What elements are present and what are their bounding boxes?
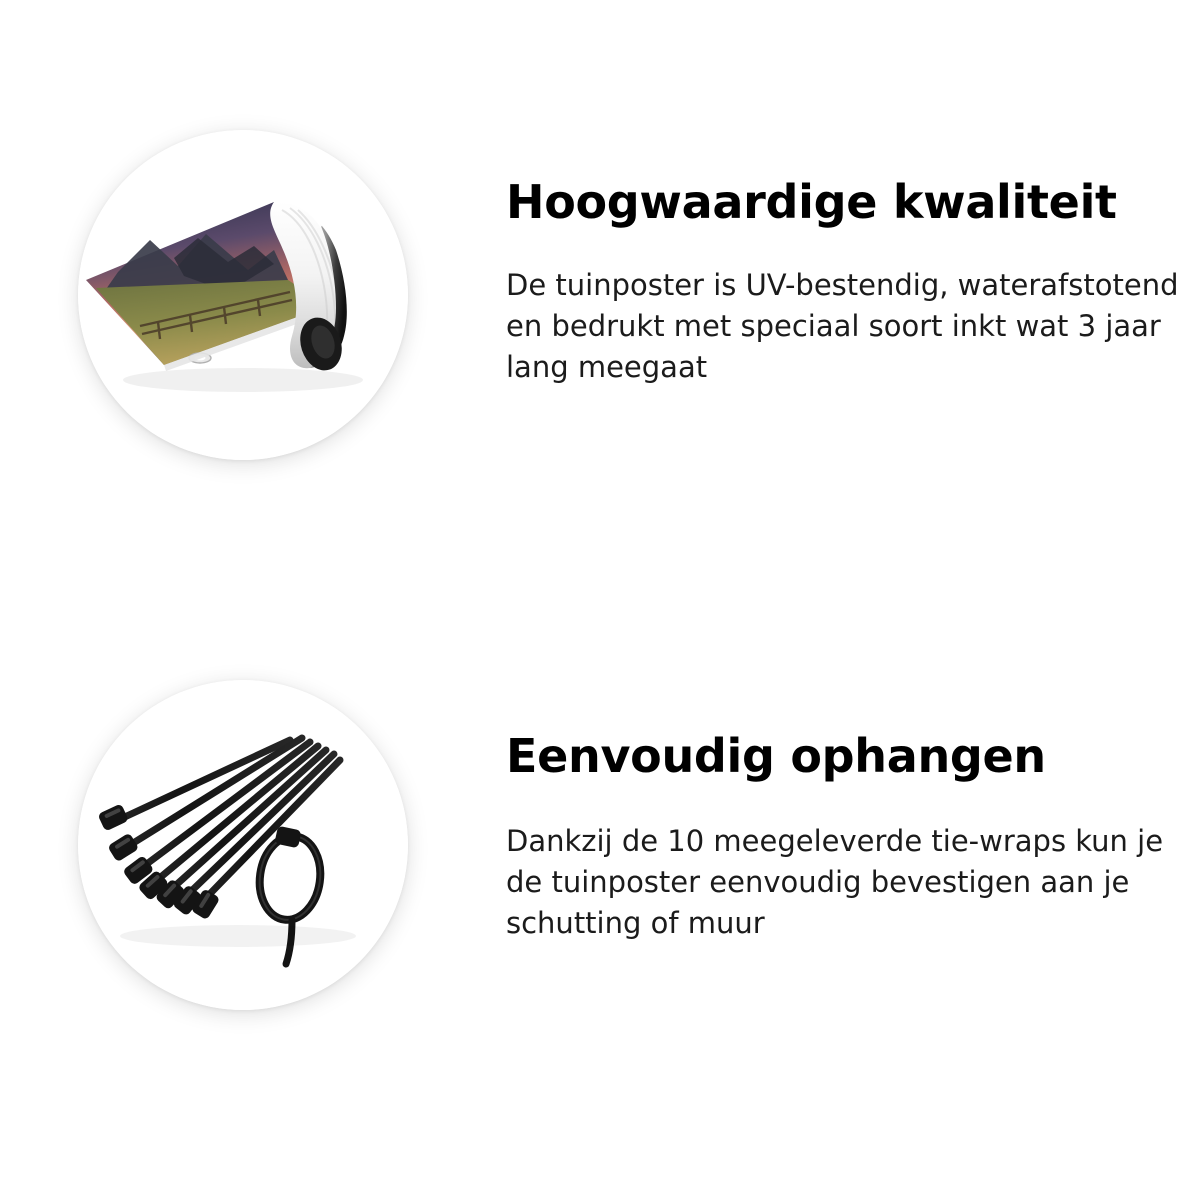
feature-text-hanging	[408, 680, 1200, 944]
feature-block-hanging	[0, 680, 1200, 1010]
feature-body-hanging: Dankzij de 10 meegeleverde tie-wraps kun je de tuinposter eenvoudig bevestigen aan je schutting of muur	[506, 823, 1164, 941]
rolled-garden-poster-photo	[78, 130, 408, 460]
feature-title-quality: Hoogwaardige kwaliteit	[506, 175, 1117, 229]
feature-title-hanging: Eenvoudig ophangen	[506, 729, 1046, 783]
black-tie-wraps-photo	[78, 680, 408, 1010]
feature-block-quality	[0, 130, 1200, 460]
feature-body-quality: De tuinposter is UV-bestendig, waterafstotend en bedrukt met speciaal soort inkt wat 3 jaar lang meegaat	[506, 267, 1179, 385]
feature-text-quality	[408, 130, 1200, 388]
